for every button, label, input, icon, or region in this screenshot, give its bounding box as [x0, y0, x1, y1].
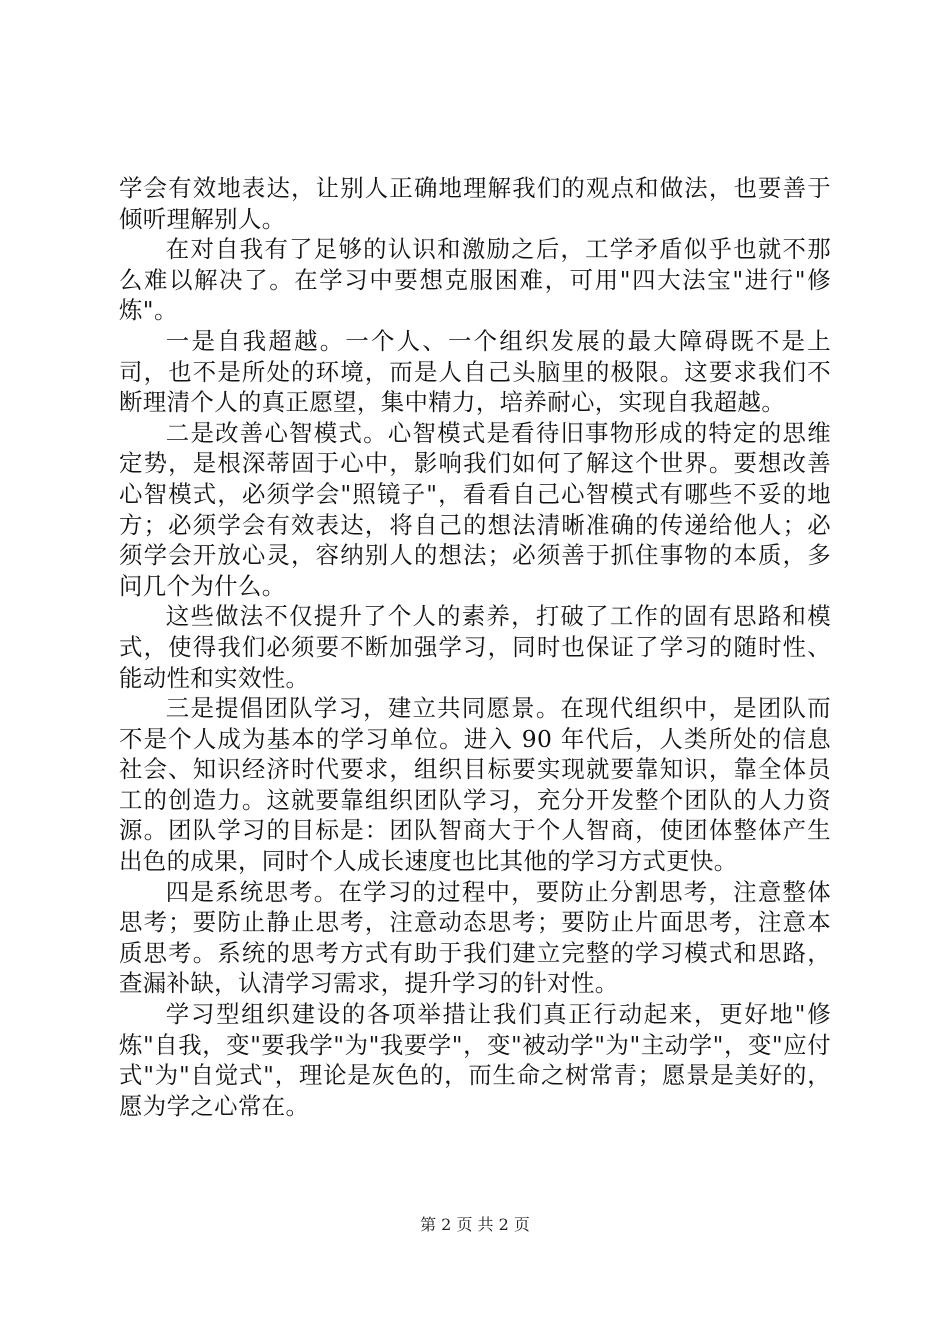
- paragraph-6: 三是提倡团队学习，建立共同愿景。在现代组织中，是团队而不是个人成为基本的学习单位。进入 90 年代后，人类所处的信息社会、知识经济时代要求，组织目标要实现就要靠知识，靠全体员工的创造力。这就要靠组织团队学习，充分开发整个团队的人力资源。团队学习的目标是：团队智商大于个人智商，使团体整体产生出色的成果，同时个人成长速度也比其他的学习方式更快。: [119, 694, 831, 876]
- page-number-footer: 第 2 页 共 2 页: [420, 1215, 530, 1234]
- paragraph-2: 在对自我有了足够的认识和激励之后，工学矛盾似乎也就不那么难以解决了。在学习中要想克服困难，可用"四大法宝"进行"修炼"。: [119, 235, 831, 325]
- paragraph-3: 一是自我超越。一个人、一个组织发展的最大障碍既不是上司，也不是所处的环境，而是人自己头脑里的极限。这要求我们不断理清个人的真正愿望，集中精力，培养耐心，实现自我超越。: [119, 326, 831, 417]
- paragraph-5: 这些做法不仅提升了个人的素养，打破了工作的固有思路和模式，使得我们必须要不断加强学习，同时也保证了学习的随时性、能动性和实效性。: [119, 602, 831, 692]
- paragraph-7: 四是系统思考。在学习的过程中，要防止分割思考，注意整体思考；要防止静止思考，注意动态思考；要防止片面思考，注意本质思考。系统的思考方式有助于我们建立完整的学习模式和思路，查漏补缺，认清学习需求，提升学习的针对性。: [119, 877, 831, 998]
- paragraph-1: 学会有效地表达，让别人正确地理解我们的观点和做法，也要善于倾听理解别人。: [119, 174, 831, 233]
- paragraph-4: 二是改善心智模式。心智模式是看待旧事物形成的特定的思维定势，是根深蒂固于心中，影响我们如何了解这个世界。要想改善心智模式，必须学会"照镜子"，看看自己心智模式有哪些不妥的地方；必须学会有效表达，将自己的想法清晰准确的传递给他人；必须学会开放心灵，容纳别人的想法；必须善于抓住事物的本质，多问几个为什么。: [119, 418, 831, 600]
- document-body: [119, 173, 831, 1121]
- paragraph-8: 学习型组织建设的各项举措让我们真正行动起来，更好地"修炼"自我，变"要我学"为"我要学"，变"被动学"为"主动学"，变"应付式"为"自觉式"，理论是灰色的，而生命之树常青；愿景是美好的，愿为学之心常在。: [119, 1000, 831, 1120]
